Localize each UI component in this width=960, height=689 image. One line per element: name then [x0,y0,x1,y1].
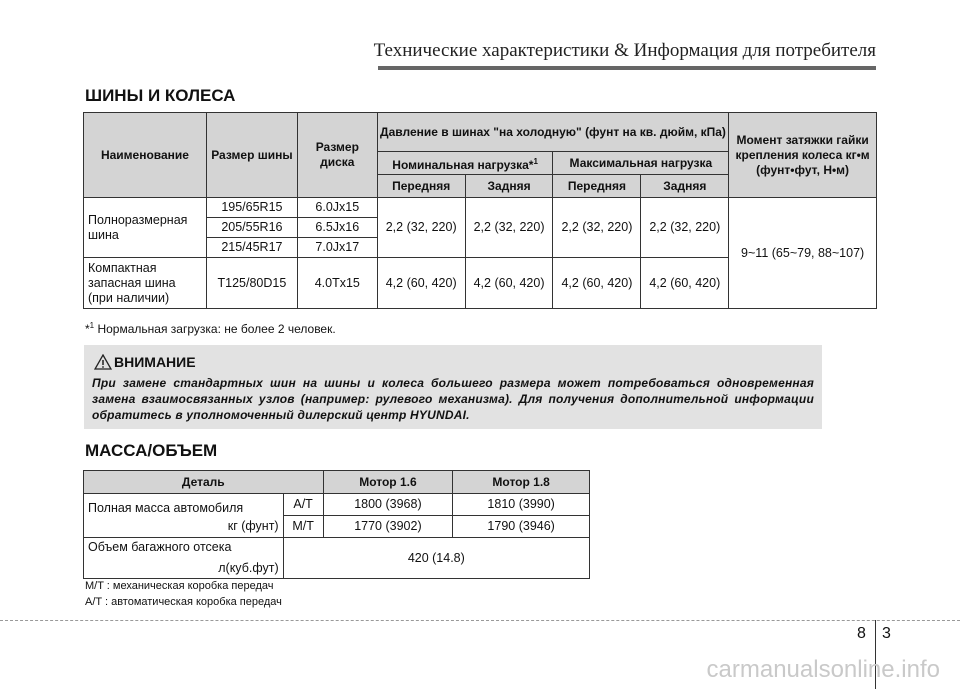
header-front: Передняя [553,175,641,198]
header-front: Передняя [377,175,465,198]
header-name: Наименование [84,113,207,198]
header-rim-size: Размер диска [297,113,377,198]
tires-table [83,112,877,309]
page-number-section: 8 [857,625,866,642]
mass-table [83,470,590,579]
luggage-unit: л(куб.фут) [218,561,279,575]
spare-tire-label: Компактная запасная шина (при наличии) [84,258,207,309]
mass-value: 1770 (3902) [323,516,453,538]
mass-value: 1810 (3990) [453,494,590,516]
header-rear: Задняя [641,175,729,198]
transmission-note-at: A/T : автоматическая коробка передач [85,596,282,608]
luggage-value: 420 (14.8) [283,538,589,579]
tire-size-cell: T125/80D15 [206,258,297,309]
pressure-cell: 2,2 (32, 220) [465,198,553,258]
footer-rule [0,620,960,621]
tires-footnote: *$^1$ Нормальная загрузка: не более 2 человек. [85,321,336,336]
luggage-label-cell [84,538,284,579]
tire-size-cell: 205/55R16 [206,218,297,238]
pressure-cell: 2,2 (32, 220) [641,198,729,258]
header-engine-2: Мотор 1.8 [453,471,590,494]
transmission-cell: M/T [283,516,323,538]
warning-title: ВНИМАНИЕ [114,354,196,370]
header-engine-1: Мотор 1.6 [323,471,453,494]
header-tire-size: Размер шины [206,113,297,198]
torque-value: 9~11 (65~79, 88~107) [729,198,877,309]
mass-section-title: МАССА/ОБЪЕМ [85,441,218,460]
header-rule [378,66,876,70]
header-torque: Момент затяжки гайки крепления колеса кг•м (фунт•фут, Н•м) [729,113,877,198]
full-size-tire-label: Полноразмерная шина [84,198,207,258]
rim-size-cell: 4.0Tx15 [297,258,377,309]
pressure-cell: 4,2 (60, 420) [465,258,553,309]
page-number: 3 [882,625,891,642]
tires-section-title: ШИНЫ И КОЛЕСА [85,86,236,105]
transmission-note-mt: M/T : механическая коробка передач [85,580,274,592]
header-part: Деталь [84,471,324,494]
warning-triangle-icon [94,354,112,370]
rim-size-cell: 6.0Jx15 [297,198,377,218]
pressure-cell: 2,2 (32, 220) [553,198,641,258]
transmission-cell: A/T [283,494,323,516]
warning-box [84,345,822,429]
header-pressure: Давление в шинах "на холодную" (фунт на кв. дюйм, кПа) [377,113,729,152]
gross-mass-label: Полная масса автомобиля [84,494,284,516]
mass-value: 1790 (3946) [453,516,590,538]
tire-size-cell: 195/65R15 [206,198,297,218]
rim-size-cell: 7.0Jx17 [297,238,377,258]
header-max-load: Максимальная нагрузка [553,152,729,175]
tire-size-cell: 215/45R17 [206,238,297,258]
mass-value: 1800 (3968) [323,494,453,516]
header-normal-load: Номинальная нагрузка*$^1$ [377,152,553,175]
pressure-cell: 4,2 (60, 420) [641,258,729,309]
watermark: carmanualsonline.info [706,656,940,683]
header-rear: Задняя [465,175,553,198]
pressure-cell: 4,2 (60, 420) [377,258,465,309]
pressure-cell: 4,2 (60, 420) [553,258,641,309]
pressure-cell: 2,2 (32, 220) [377,198,465,258]
page-header-title: Технические характеристики & Информация для потребителя [373,40,876,61]
rim-size-cell: 6.5Jx16 [297,218,377,238]
luggage-label: Объем багажного отсека [88,540,232,554]
gross-mass-unit: кг (фунт) [84,516,284,538]
warning-text: При замене стандартных шин на шины и колеса большего размера может потребоваться одновременная замена взаимосвязанных узлов (например: рулевого механизма). Для получения дополнительной информации обратитесь в уполномоченный дилерский центр HYUNDAI. [92,376,814,422]
